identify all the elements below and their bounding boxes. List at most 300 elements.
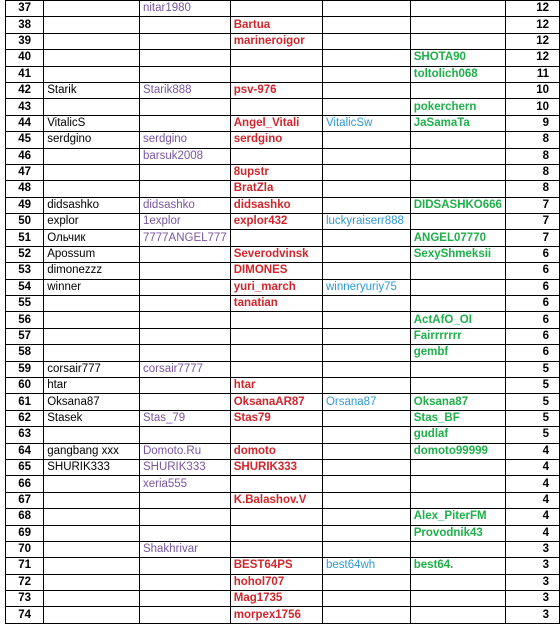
nickname-col3-cell: htar xyxy=(230,377,322,393)
nickname-col3-cell xyxy=(230,66,322,82)
nickname-col2-cell: corsair7777 xyxy=(139,361,230,377)
nickname-col5-cell: domoto99999 xyxy=(410,443,505,459)
nickname-col3-cell xyxy=(230,476,322,492)
nickname-col3-cell: SHURIK333 xyxy=(230,459,322,475)
nickname-col4-cell xyxy=(322,197,410,213)
row-number-cell: 70 xyxy=(6,541,44,557)
nickname-col3-cell: Stas79 xyxy=(230,410,322,426)
nickname-col4-cell xyxy=(322,164,410,180)
row-number-cell: 51 xyxy=(6,230,44,246)
table-row xyxy=(6,33,560,49)
nickname-col4-cell: winneryuriy75 xyxy=(322,279,410,295)
nickname-col5-cell xyxy=(410,263,505,279)
nickname-col4-cell xyxy=(322,459,410,475)
nickname-col5-cell: best64. xyxy=(410,558,505,574)
score-cell: 12 xyxy=(505,1,559,17)
nickname-col5-cell: pokerchern xyxy=(410,99,505,115)
table-row xyxy=(6,558,560,574)
nickname-col1-cell xyxy=(44,148,140,164)
nickname-col3-cell: didsashko xyxy=(230,197,322,213)
nickname-col5-cell xyxy=(410,148,505,164)
nickname-col3-cell xyxy=(230,50,322,66)
nickname-col3-cell: Bartua xyxy=(230,17,322,33)
nickname-col1-cell xyxy=(44,181,140,197)
nickname-col5-cell: Provodnik43 xyxy=(410,525,505,541)
nickname-col3-cell xyxy=(230,427,322,443)
nickname-col4-cell: VitalicSw xyxy=(322,115,410,131)
nickname-col5-cell: Stas_BF xyxy=(410,410,505,426)
nickname-col4-cell xyxy=(322,476,410,492)
table-row xyxy=(6,443,560,459)
nickname-col5-cell: DIDSASHKO666 xyxy=(410,197,505,213)
nickname-col4-cell xyxy=(322,607,410,623)
row-number-cell: 49 xyxy=(6,197,44,213)
nickname-col1-cell xyxy=(44,66,140,82)
nickname-col4-cell xyxy=(322,1,410,17)
nickname-col1-cell xyxy=(44,296,140,312)
table-row xyxy=(6,99,560,115)
nickname-col1-cell xyxy=(44,591,140,607)
nickname-col3-cell: explor432 xyxy=(230,214,322,230)
nickname-col1-cell: Apossum xyxy=(44,246,140,262)
score-cell: 8 xyxy=(505,164,559,180)
table-row xyxy=(6,82,560,98)
nickname-col5-cell xyxy=(410,296,505,312)
nickname-col3-cell xyxy=(230,312,322,328)
nickname-col1-cell: dimonezzz xyxy=(44,263,140,279)
table-row xyxy=(6,246,560,262)
table-row xyxy=(6,476,560,492)
score-cell: 10 xyxy=(505,99,559,115)
nickname-col4-cell xyxy=(322,591,410,607)
nickname-col3-cell: Angel_Vitali xyxy=(230,115,322,131)
nickname-col3-cell xyxy=(230,509,322,525)
table-row xyxy=(6,509,560,525)
nickname-col3-cell: morpex1756 xyxy=(230,607,322,623)
row-number-cell: 72 xyxy=(6,574,44,590)
table-row xyxy=(6,541,560,557)
nickname-col1-cell: Stasek xyxy=(44,410,140,426)
nickname-col1-cell: Starik xyxy=(44,82,140,98)
nickname-col3-cell: OksanaAR87 xyxy=(230,394,322,410)
score-cell: 12 xyxy=(505,50,559,66)
row-number-cell: 43 xyxy=(6,99,44,115)
nickname-col5-cell xyxy=(410,214,505,230)
table-row xyxy=(6,181,560,197)
nickname-col4-cell xyxy=(322,99,410,115)
table-row xyxy=(6,17,560,33)
score-cell: 6 xyxy=(505,296,559,312)
nickname-col2-cell xyxy=(139,66,230,82)
nickname-col1-cell: Ольчик xyxy=(44,230,140,246)
nickname-col1-cell xyxy=(44,574,140,590)
row-number-cell: 48 xyxy=(6,181,44,197)
nickname-col4-cell xyxy=(322,427,410,443)
nickname-col5-cell: SexyShmeksii xyxy=(410,246,505,262)
nickname-col3-cell xyxy=(230,148,322,164)
table-row xyxy=(6,279,560,295)
score-cell: 6 xyxy=(505,312,559,328)
nickname-col2-cell xyxy=(139,115,230,131)
score-cell: 12 xyxy=(505,33,559,49)
table-row xyxy=(6,296,560,312)
row-number-cell: 67 xyxy=(6,492,44,508)
score-cell: 5 xyxy=(505,361,559,377)
nickname-col3-cell xyxy=(230,361,322,377)
row-number-cell: 37 xyxy=(6,1,44,17)
score-cell: 7 xyxy=(505,197,559,213)
nickname-col4-cell: best64wh xyxy=(322,558,410,574)
nickname-col1-cell: htar xyxy=(44,377,140,393)
nickname-col2-cell xyxy=(139,164,230,180)
table-row xyxy=(6,50,560,66)
nickname-col2-cell xyxy=(139,33,230,49)
nickname-col2-cell xyxy=(139,99,230,115)
score-cell: 6 xyxy=(505,246,559,262)
nickname-col1-cell xyxy=(44,1,140,17)
table-row xyxy=(6,377,560,393)
nickname-col4-cell xyxy=(322,345,410,361)
nickname-col1-cell: SHURIK333 xyxy=(44,459,140,475)
nickname-col1-cell xyxy=(44,164,140,180)
nickname-col1-cell xyxy=(44,99,140,115)
nickname-col3-cell: marineroigor xyxy=(230,33,322,49)
nickname-col2-cell: Starik888 xyxy=(139,82,230,98)
nickname-col3-cell: Mag1735 xyxy=(230,591,322,607)
row-number-cell: 64 xyxy=(6,443,44,459)
nickname-col4-cell xyxy=(322,82,410,98)
row-number-cell: 50 xyxy=(6,214,44,230)
table-row xyxy=(6,525,560,541)
nickname-col2-cell xyxy=(139,509,230,525)
score-cell: 11 xyxy=(505,66,559,82)
nickname-col1-cell xyxy=(44,607,140,623)
nickname-col1-cell xyxy=(44,525,140,541)
score-cell: 9 xyxy=(505,115,559,131)
nickname-col4-cell xyxy=(322,17,410,33)
table-row xyxy=(6,263,560,279)
nickname-col2-cell xyxy=(139,246,230,262)
nickname-col5-cell xyxy=(410,476,505,492)
nickname-col1-cell: VitalicS xyxy=(44,115,140,131)
score-cell: 6 xyxy=(505,328,559,344)
nickname-col1-cell xyxy=(44,345,140,361)
score-cell: 7 xyxy=(505,230,559,246)
nickname-col1-cell: corsair777 xyxy=(44,361,140,377)
nickname-col5-cell xyxy=(410,82,505,98)
nickname-col5-cell: Alex_PiterFM xyxy=(410,509,505,525)
nickname-col5-cell: ANGEL07770 xyxy=(410,230,505,246)
table-row xyxy=(6,1,560,17)
nickname-col5-cell xyxy=(410,459,505,475)
score-cell: 6 xyxy=(505,345,559,361)
nickname-col1-cell xyxy=(44,17,140,33)
table-row xyxy=(6,361,560,377)
nickname-col5-cell: ActAfO_OI xyxy=(410,312,505,328)
nickname-col4-cell xyxy=(322,574,410,590)
score-cell: 5 xyxy=(505,377,559,393)
nickname-col4-cell xyxy=(322,181,410,197)
row-number-cell: 57 xyxy=(6,328,44,344)
nickname-col5-cell: gembf xyxy=(410,345,505,361)
nickname-col5-cell: toltolich068 xyxy=(410,66,505,82)
nickname-col2-cell xyxy=(139,17,230,33)
nickname-col2-cell xyxy=(139,296,230,312)
nickname-col3-cell xyxy=(230,1,322,17)
nickname-col3-cell: K.Balashov.V xyxy=(230,492,322,508)
nickname-col1-cell xyxy=(44,328,140,344)
nickname-col3-cell: yuri_march xyxy=(230,279,322,295)
nickname-col3-cell xyxy=(230,541,322,557)
nickname-col3-cell: 8upstr xyxy=(230,164,322,180)
score-cell: 6 xyxy=(505,263,559,279)
score-cell: 4 xyxy=(505,443,559,459)
row-number-cell: 62 xyxy=(6,410,44,426)
score-cell: 7 xyxy=(505,214,559,230)
table-row xyxy=(6,459,560,475)
nickname-col1-cell xyxy=(44,50,140,66)
score-cell: 8 xyxy=(505,132,559,148)
nickname-col2-cell xyxy=(139,328,230,344)
nickname-col4-cell xyxy=(322,312,410,328)
score-cell: 4 xyxy=(505,476,559,492)
nickname-col4-cell: Orsana87 xyxy=(322,394,410,410)
table-row xyxy=(6,66,560,82)
table-row xyxy=(6,574,560,590)
row-number-cell: 71 xyxy=(6,558,44,574)
nickname-col4-cell xyxy=(322,509,410,525)
row-number-cell: 73 xyxy=(6,591,44,607)
nickname-col4-cell xyxy=(322,443,410,459)
score-cell: 5 xyxy=(505,394,559,410)
row-number-cell: 39 xyxy=(6,33,44,49)
row-number-cell: 60 xyxy=(6,377,44,393)
nickname-col4-cell xyxy=(322,148,410,164)
nickname-col2-cell: nitar1980 xyxy=(139,1,230,17)
nickname-col1-cell xyxy=(44,541,140,557)
nickname-col3-cell: BratZla xyxy=(230,181,322,197)
nickname-col2-cell: Domoto.Ru xyxy=(139,443,230,459)
table-row xyxy=(6,410,560,426)
nickname-col2-cell xyxy=(139,492,230,508)
nickname-col5-cell xyxy=(410,607,505,623)
nickname-col1-cell xyxy=(44,492,140,508)
table-row xyxy=(6,345,560,361)
score-cell: 3 xyxy=(505,558,559,574)
nickname-col3-cell: domoto xyxy=(230,443,322,459)
table-row xyxy=(6,197,560,213)
nickname-col4-cell xyxy=(322,132,410,148)
table-row xyxy=(6,164,560,180)
row-number-cell: 44 xyxy=(6,115,44,131)
nickname-col5-cell xyxy=(410,33,505,49)
nickname-col5-cell xyxy=(410,492,505,508)
nickname-col1-cell: didsashko xyxy=(44,197,140,213)
nickname-col4-cell xyxy=(322,541,410,557)
nickname-col2-cell xyxy=(139,558,230,574)
nickname-col5-cell: JaSamaTa xyxy=(410,115,505,131)
nickname-col2-cell xyxy=(139,279,230,295)
nickname-col2-cell xyxy=(139,377,230,393)
nickname-col5-cell xyxy=(410,541,505,557)
nickname-col5-cell xyxy=(410,279,505,295)
nickname-col3-cell xyxy=(230,230,322,246)
row-number-cell: 66 xyxy=(6,476,44,492)
table-row xyxy=(6,394,560,410)
nickname-col4-cell xyxy=(322,230,410,246)
nickname-col4-cell xyxy=(322,410,410,426)
table-row xyxy=(6,328,560,344)
score-cell: 10 xyxy=(505,82,559,98)
nickname-col2-cell xyxy=(139,427,230,443)
nickname-col3-cell xyxy=(230,99,322,115)
nickname-col5-cell xyxy=(410,1,505,17)
table-row xyxy=(6,230,560,246)
nickname-col3-cell: serdgino xyxy=(230,132,322,148)
nickname-col3-cell: Severodvinsk xyxy=(230,246,322,262)
nickname-col5-cell xyxy=(410,574,505,590)
nickname-col2-cell xyxy=(139,50,230,66)
score-cell: 4 xyxy=(505,509,559,525)
nickname-col5-cell: Fairrrrrrr xyxy=(410,328,505,344)
table-row xyxy=(6,427,560,443)
nickname-col3-cell xyxy=(230,525,322,541)
nickname-col5-cell xyxy=(410,591,505,607)
row-number-cell: 59 xyxy=(6,361,44,377)
row-number-cell: 52 xyxy=(6,246,44,262)
table-row xyxy=(6,214,560,230)
nickname-col1-cell: winner xyxy=(44,279,140,295)
nickname-col2-cell: Stas_79 xyxy=(139,410,230,426)
table-row xyxy=(6,492,560,508)
score-cell: 4 xyxy=(505,459,559,475)
nickname-col2-cell: 7777ANGEL777 xyxy=(139,230,230,246)
nickname-col5-cell xyxy=(410,132,505,148)
standings-table xyxy=(5,0,560,624)
row-number-cell: 74 xyxy=(6,607,44,623)
row-number-cell: 41 xyxy=(6,66,44,82)
nickname-col1-cell: gangbang xxx xyxy=(44,443,140,459)
row-number-cell: 68 xyxy=(6,509,44,525)
nickname-col5-cell: gudlaf xyxy=(410,427,505,443)
nickname-col1-cell xyxy=(44,312,140,328)
nickname-col1-cell xyxy=(44,558,140,574)
nickname-col1-cell xyxy=(44,476,140,492)
nickname-col2-cell xyxy=(139,394,230,410)
table-row xyxy=(6,115,560,131)
score-cell: 12 xyxy=(505,17,559,33)
row-number-cell: 42 xyxy=(6,82,44,98)
row-number-cell: 65 xyxy=(6,459,44,475)
table-row xyxy=(6,607,560,623)
row-number-cell: 53 xyxy=(6,263,44,279)
nickname-col2-cell xyxy=(139,345,230,361)
nickname-col2-cell xyxy=(139,607,230,623)
table-body xyxy=(6,1,560,624)
row-number-cell: 46 xyxy=(6,148,44,164)
nickname-col4-cell: luckyraiserr888 xyxy=(322,214,410,230)
nickname-col1-cell: explor xyxy=(44,214,140,230)
table-row xyxy=(6,312,560,328)
row-number-cell: 69 xyxy=(6,525,44,541)
nickname-col2-cell xyxy=(139,525,230,541)
nickname-col4-cell xyxy=(322,492,410,508)
nickname-col5-cell: Oksana87 xyxy=(410,394,505,410)
score-cell: 4 xyxy=(505,525,559,541)
nickname-col4-cell xyxy=(322,361,410,377)
nickname-col4-cell xyxy=(322,33,410,49)
nickname-col4-cell xyxy=(322,377,410,393)
row-number-cell: 58 xyxy=(6,345,44,361)
row-number-cell: 56 xyxy=(6,312,44,328)
nickname-col4-cell xyxy=(322,246,410,262)
score-cell: 4 xyxy=(505,492,559,508)
row-number-cell: 45 xyxy=(6,132,44,148)
nickname-col2-cell: Shakhrivar xyxy=(139,541,230,557)
nickname-col2-cell xyxy=(139,591,230,607)
table-row xyxy=(6,591,560,607)
nickname-col2-cell: barsuk2008 xyxy=(139,148,230,164)
score-cell: 5 xyxy=(505,427,559,443)
nickname-col2-cell xyxy=(139,312,230,328)
score-cell: 3 xyxy=(505,574,559,590)
nickname-col4-cell xyxy=(322,296,410,312)
nickname-col3-cell xyxy=(230,328,322,344)
nickname-col5-cell xyxy=(410,164,505,180)
nickname-col1-cell: Oksana87 xyxy=(44,394,140,410)
nickname-col3-cell: DIMONES xyxy=(230,263,322,279)
nickname-col1-cell xyxy=(44,33,140,49)
nickname-col4-cell xyxy=(322,66,410,82)
nickname-col3-cell: BEST64PS xyxy=(230,558,322,574)
nickname-col4-cell xyxy=(322,525,410,541)
row-number-cell: 63 xyxy=(6,427,44,443)
nickname-col2-cell: didsashko xyxy=(139,197,230,213)
row-number-cell: 38 xyxy=(6,17,44,33)
row-number-cell: 40 xyxy=(6,50,44,66)
nickname-col2-cell xyxy=(139,263,230,279)
score-cell: 8 xyxy=(505,181,559,197)
nickname-col2-cell xyxy=(139,574,230,590)
nickname-col2-cell: 1explor xyxy=(139,214,230,230)
nickname-col4-cell xyxy=(322,328,410,344)
nickname-col3-cell: hohol707 xyxy=(230,574,322,590)
score-cell: 3 xyxy=(505,607,559,623)
score-cell: 8 xyxy=(505,148,559,164)
table-row xyxy=(6,132,560,148)
nickname-col4-cell xyxy=(322,263,410,279)
score-cell: 3 xyxy=(505,591,559,607)
row-number-cell: 54 xyxy=(6,279,44,295)
row-number-cell: 47 xyxy=(6,164,44,180)
nickname-col1-cell: serdgino xyxy=(44,132,140,148)
nickname-col5-cell xyxy=(410,377,505,393)
score-cell: 6 xyxy=(505,279,559,295)
row-number-cell: 61 xyxy=(6,394,44,410)
nickname-col2-cell: serdgino xyxy=(139,132,230,148)
nickname-col5-cell: SHOTA90 xyxy=(410,50,505,66)
nickname-col2-cell: SHURIK333 xyxy=(139,459,230,475)
nickname-col4-cell xyxy=(322,50,410,66)
nickname-col3-cell: tanatian xyxy=(230,296,322,312)
table-row xyxy=(6,148,560,164)
nickname-col5-cell xyxy=(410,181,505,197)
nickname-col5-cell xyxy=(410,17,505,33)
nickname-col1-cell xyxy=(44,509,140,525)
nickname-col3-cell: psv-976 xyxy=(230,82,322,98)
nickname-col3-cell xyxy=(230,345,322,361)
nickname-col5-cell xyxy=(410,361,505,377)
